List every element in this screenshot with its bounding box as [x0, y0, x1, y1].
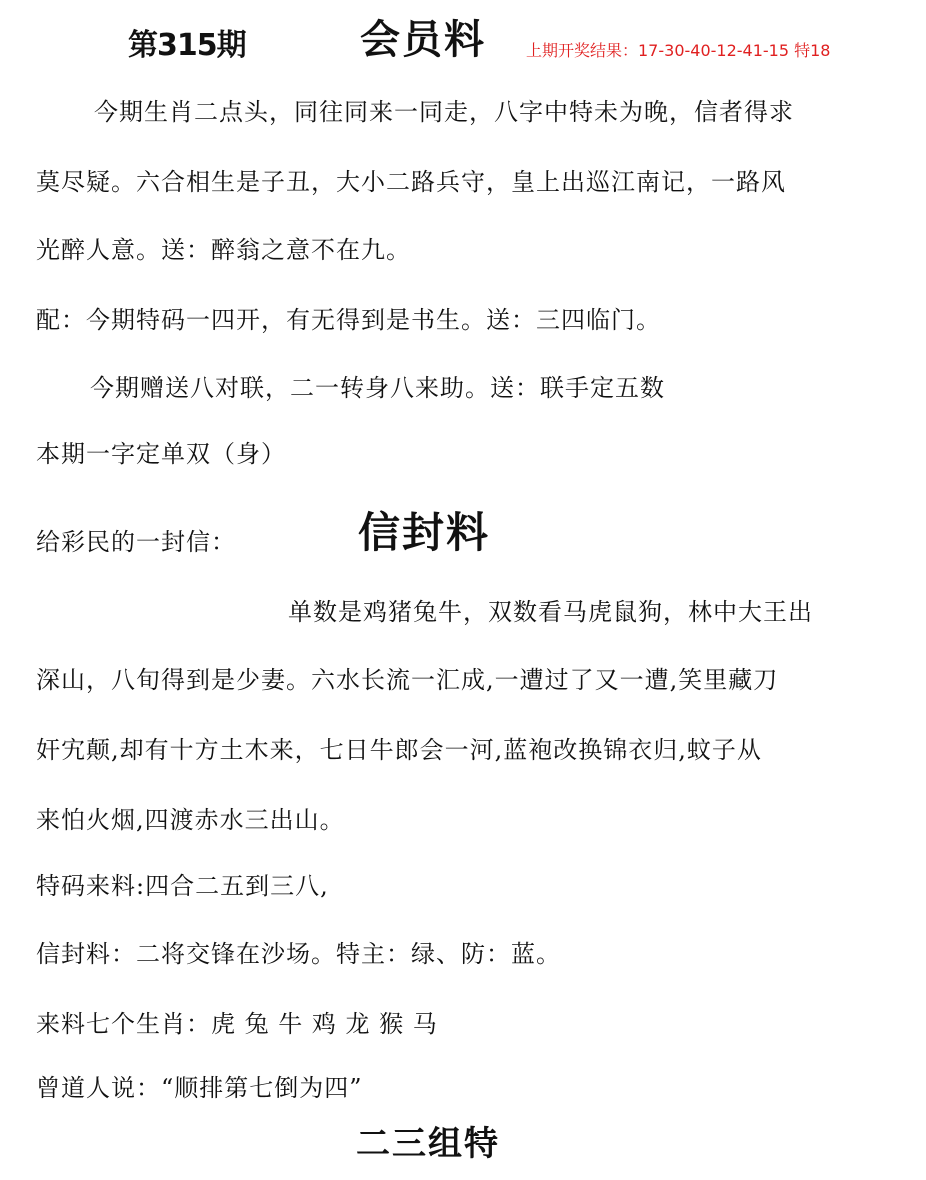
letter-line-4: 来怕火烟,四渡赤水三出山。	[36, 806, 345, 834]
footer-title: 二三组特	[356, 1124, 500, 1164]
letter-intro-line: 给彩民的一封信：	[36, 528, 236, 556]
envelope-line: 信封料：二将交锋在沙场。特主：绿、防：蓝。	[36, 940, 561, 968]
member-line-2: 莫尽疑。六合相生是子丑，大小二路兵守，皇上出巡江南记，一路风	[36, 168, 786, 196]
special-code-line: 特码来料:四合二五到三八,	[36, 872, 329, 900]
member-line-3: 光醉人意。送：醉翁之意不在九。	[36, 236, 411, 264]
taoist-quote-line: 曾道人说：“顺排第七倒为四”	[36, 1074, 363, 1102]
issue-number: 第315期	[128, 28, 246, 63]
letter-section-title: 信封料	[358, 508, 491, 557]
letter-line-3: 奸宄颠,却有十方土木来，七日牛郎会一河,蓝袍改换锦衣归,蚊子从	[36, 736, 762, 764]
member-line-1: 今期生肖二点头，同往同来一同走，八字中特未为晚，信者得求	[94, 98, 794, 126]
zodiac-line: 来料七个生肖：虎 兔 牛 鸡 龙 猴 马	[36, 1010, 438, 1038]
match-line: 配：今期特码一四开，有无得到是书生。送：三四临门。	[36, 306, 661, 334]
letter-line-1: 单数是鸡猪兔牛，双数看马虎鼠狗，林中大王出	[288, 598, 813, 626]
page-title: 会员料	[360, 16, 486, 63]
odd-even-line: 本期一字定单双（身）	[36, 440, 286, 468]
couplet-line: 今期赠送八对联，二一转身八来助。送：联手定五数	[90, 374, 665, 402]
last-result-text: 上期开奖结果：17-30-40-12-41-15 特18	[526, 41, 831, 60]
letter-line-2: 深山，八旬得到是少妻。六水长流一汇成,一遭过了又一遭,笑里藏刀	[36, 666, 779, 694]
